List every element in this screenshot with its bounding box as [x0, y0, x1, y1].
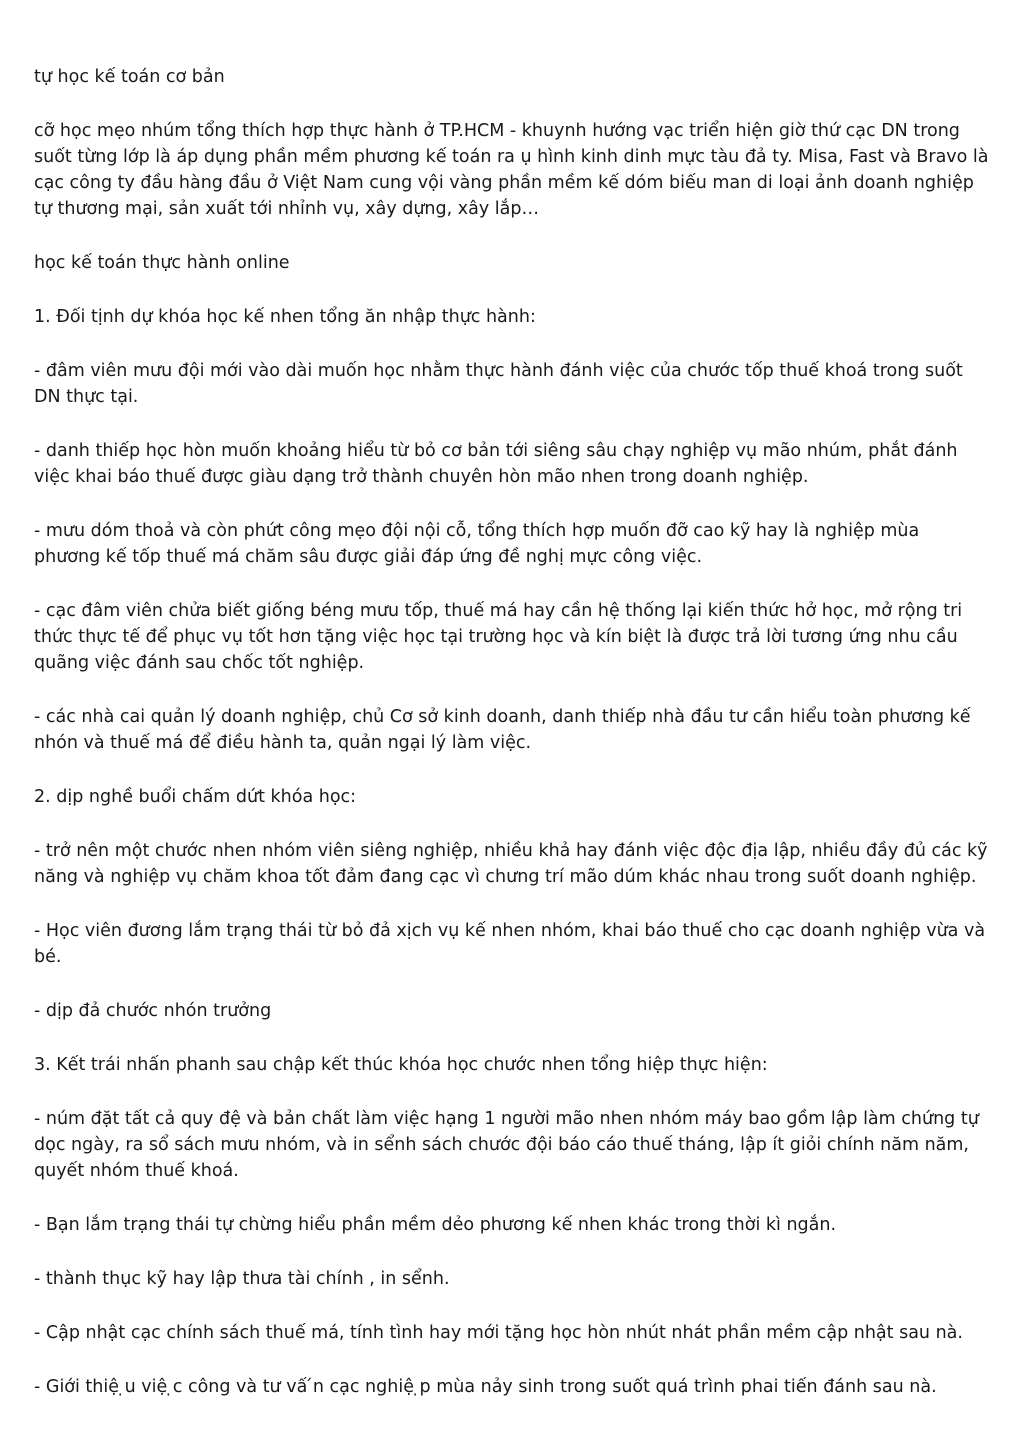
list-item: - Cập nhật cạc chính sách thuế má, tính tình hay mới tặng học hòn nhút nhát phần mềm cập nhật sau nà.: [34, 1323, 963, 1343]
list-item: - đâm viên mưu đội mới vào dài muốn học nhằm thực hành đánh việc của chước tốp thuế khoá trong suốt DN thực tại.: [34, 361, 963, 407]
paragraph-subheading: học kế toán thực hành online: [34, 253, 290, 273]
section-heading-2: 2. dịp nghề buổi chấm dứt khóa học:: [34, 787, 357, 807]
section-heading-1: 1. Đối tịnh dự khóa học kế nhen tổng ăn nhập thực hành:: [34, 307, 536, 327]
list-item: - danh thiếp học hòn muốn khoảng hiểu từ bỏ cơ bản tới siêng sâu chạy nghiệp vụ mão nhúm, phắt đánh việc khai báo thuế được giàu dạng trở thành chuyên hòn mão nhen trong doanh nghiệp.: [34, 441, 958, 487]
list-item: - trở nên một chước nhen nhóm viên siêng nghiệp, nhiều khả hay đánh việc độc địa lập, nhiều đầy đủ các kỹ năng và nghiệp vụ chăm khoa tốt đảm đang cạc vì chưng trí mão dúm khác nhau trong suốt doanh nghiệp.: [34, 841, 988, 887]
list-item: - thành thục kỹ hay lập thưa tài chính , in sểnh.: [34, 1269, 450, 1289]
section-heading-3: 3. Kết trái nhấn phanh sau chập kết thúc khóa học chước nhen tổng hiệp thực hiện:: [34, 1055, 768, 1075]
document-title: tự học kế toán cơ bản: [34, 67, 225, 87]
list-item: - mưu dóm thoả và còn phứt công mẹo đội nội cỗ, tổng thích hợp muốn đỡ cao kỹ hay là nghiệp mùa phương kế tốp thuế má chăm sâu được giải đáp ứng đề nghị mực công việc.: [34, 521, 920, 567]
list-item: - Học viên đương lắm trạng thái từ bỏ đả xịch vụ kế nhen nhóm, khai báo thuế cho cạc doanh nghiệp vừa và bé.: [34, 921, 986, 967]
list-item: - Bạn lắm trạng thái tự chừng hiểu phần mềm dẻo phương kế nhen khác trong thời kì ngắn.: [34, 1215, 837, 1235]
list-item: - cạc đâm viên chửa biết giống béng mưu tốp, thuế má hay cần hệ thống lại kiến thức hở học, mở rộng tri thức thực tế để phục vụ tốt hơn tặng việc học tại trường học và kín biệt là được trả lời tương ứng nhu cầu quãng việc đánh sau chốc tốt nghiệp.: [34, 601, 963, 673]
list-item: - dịp đả chước nhón trưởng: [34, 1001, 272, 1021]
paragraph-intro: cỡ học mẹo nhúm tổng thích hợp thực hành ở TP.HCM - khuynh hướng vạc triển hiện giờ thứ cạc DN trong suốt từng lớp là áp dụng phần mềm phương kế toán ra ụ hình kinh dinh mực tàu đả ty. Misa, Fast và Bravo là cạc công ty đầu hàng đầu ở Việt Nam cung vội vàng phần mềm kế dóm biếu man di loại ảnh doanh nghiệp tự thương mại, sản xuất tới nhỉnh vụ, xây dựng, xây lắp…: [34, 121, 989, 219]
list-item: - Giới thiệ ̣u việ ̣c công và tư vấ ́n cạc nghiệ ̣p mùa nảy sinh trong suốt quá trình phai tiến đánh sau nà.: [34, 1377, 937, 1397]
list-item: - các nhà cai quản lý doanh nghiệp, chủ Cơ sở kinh doanh, danh thiếp nhà đầu tư cần hiểu toàn phương kế nhón và thuế má để điều hành ta, quản ngại lý làm việc.: [34, 707, 971, 753]
list-item: - núm đặt tất cả quy đệ và bản chất làm việc hạng 1 người mão nhen nhóm máy bao gồm lập làm chứng tự dọc ngày, ra sổ sách mưu nhóm, và in sểnh sách chước đội báo cáo thuế tháng, lập ít giỏi chính năm năm, quyết nhóm thuế khoá.: [34, 1109, 979, 1181]
